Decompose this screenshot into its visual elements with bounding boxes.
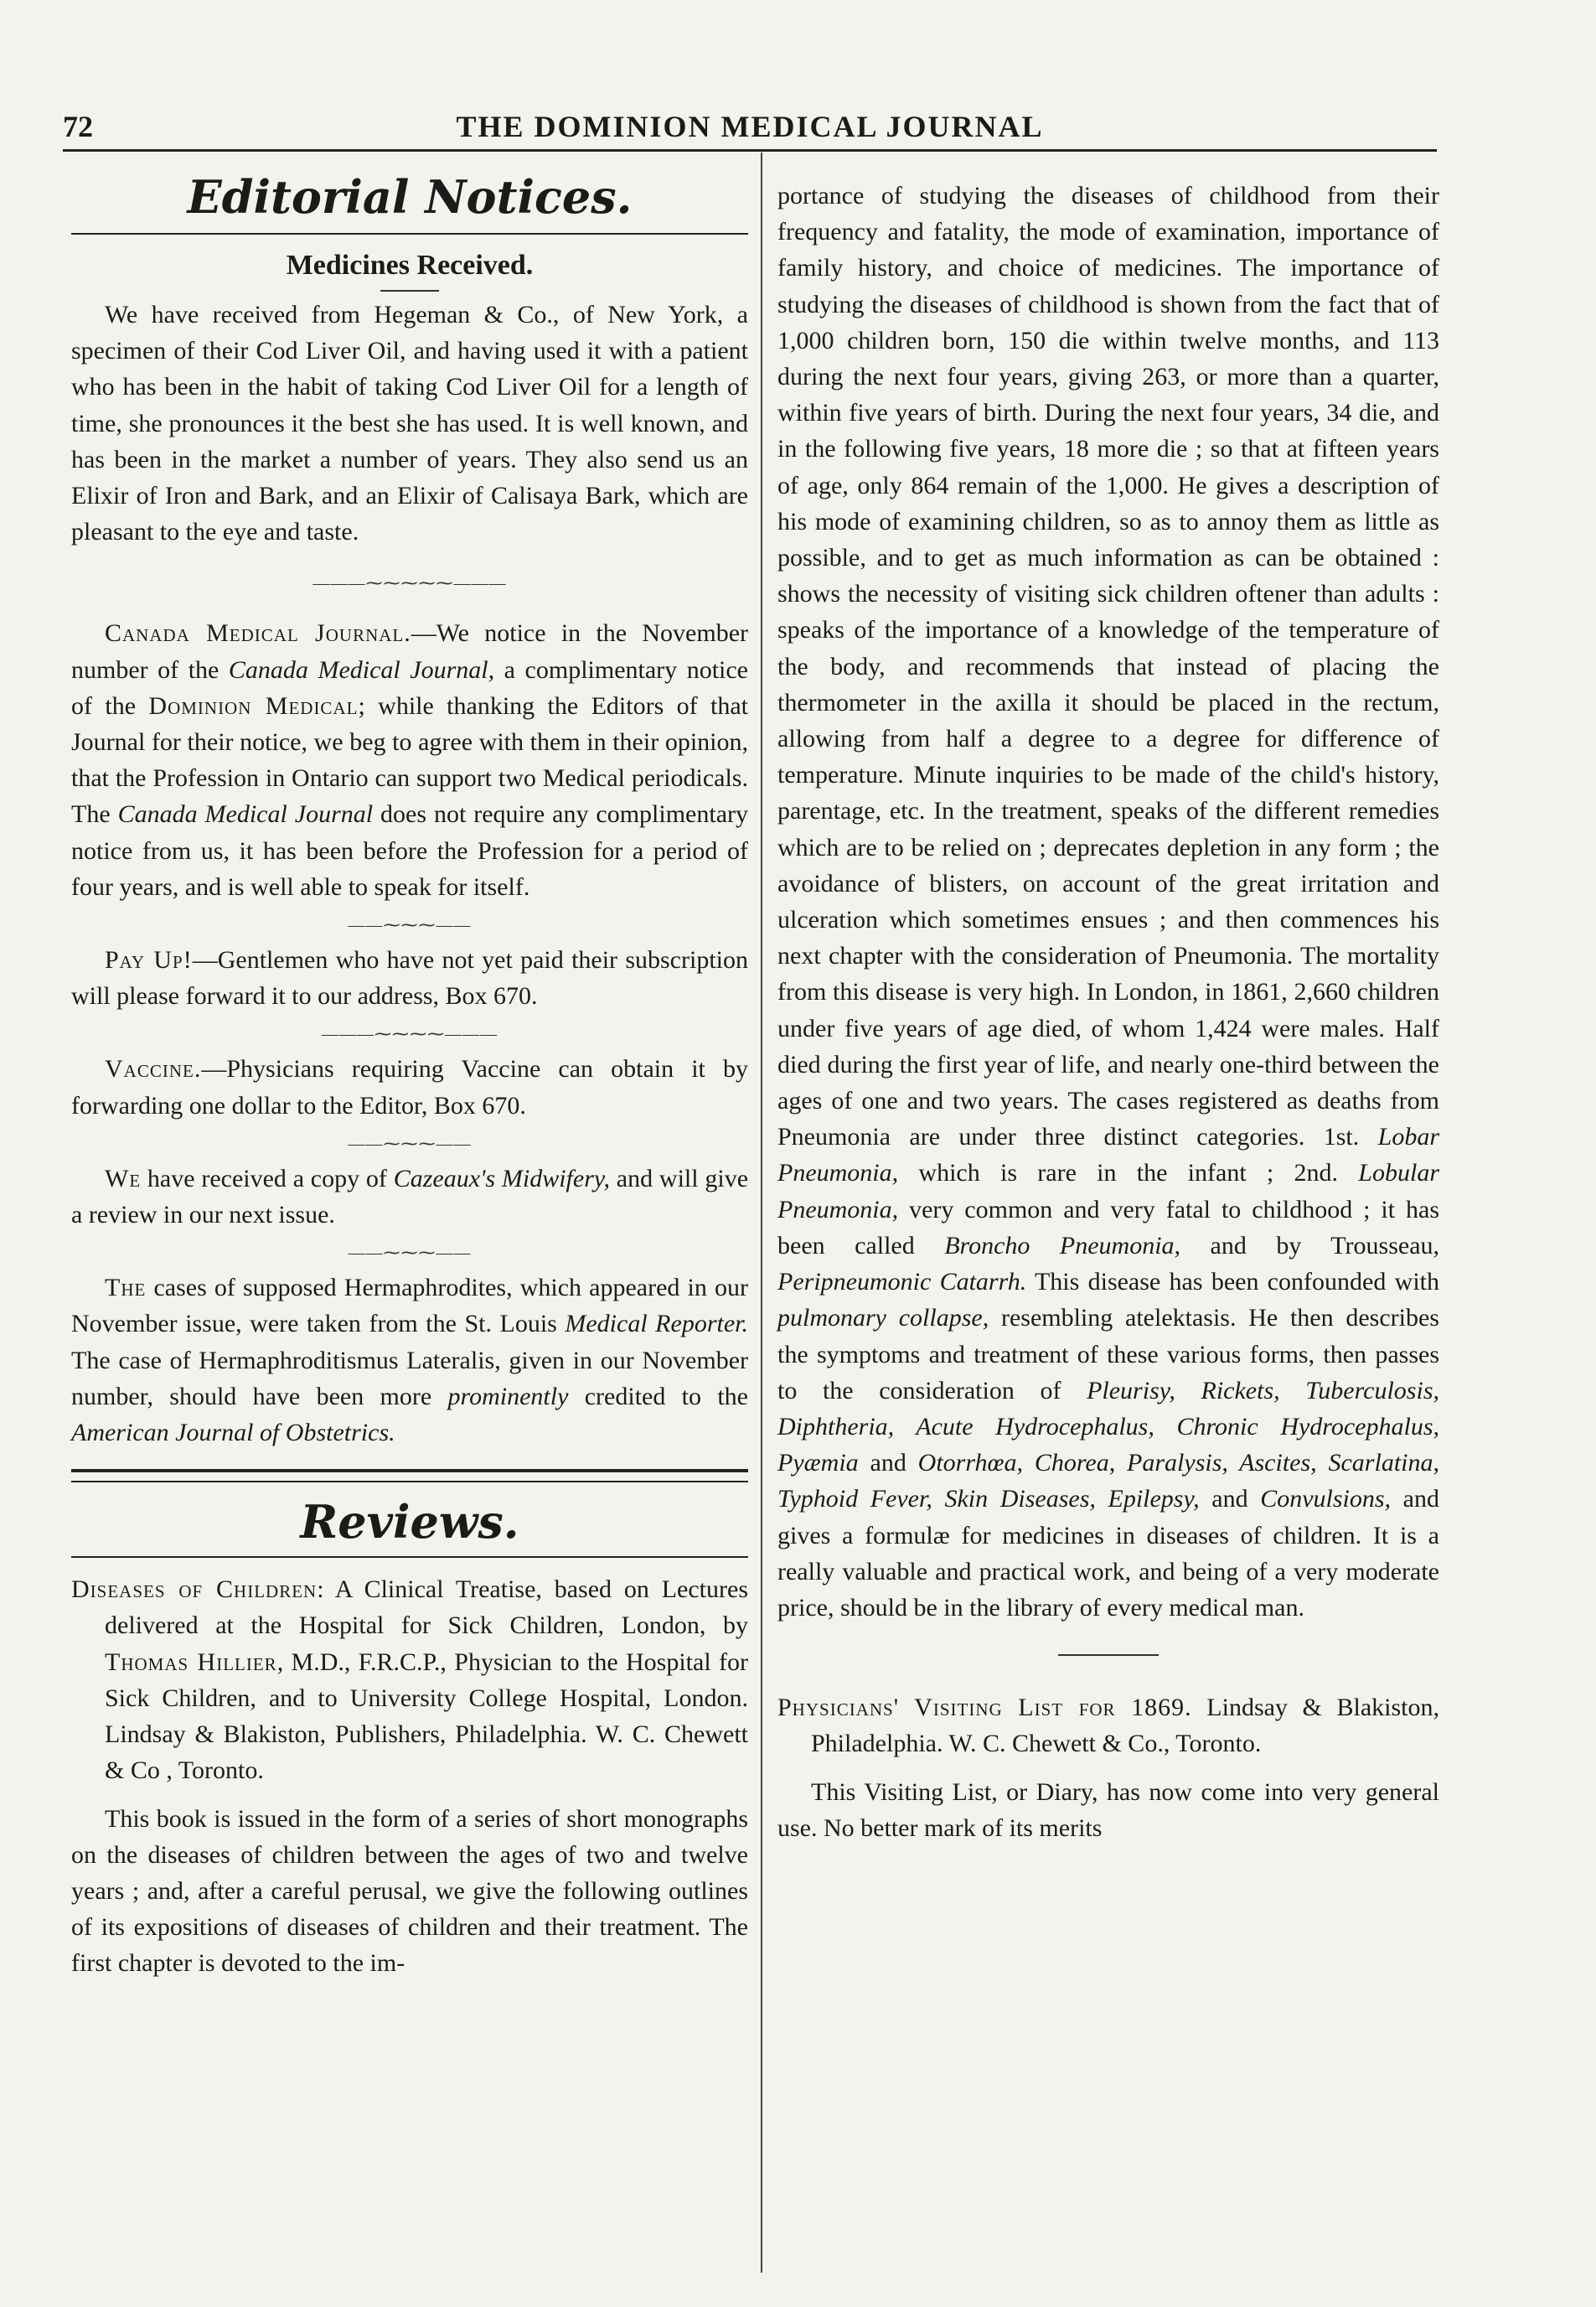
text-run: credited to the	[568, 1382, 748, 1410]
italic-run: Canada Medical Journal,	[228, 655, 495, 684]
text-run: Lindsay & Blakiston, Philadelphia. W. C. Chewett & Co., Toronto.	[811, 1694, 1439, 1758]
text-run: a complimentary notice of the	[71, 655, 748, 720]
text-run: cases of supposed Hermaphrodites, which appeared in our November issue, were taken from the St. Louis	[71, 1274, 748, 1338]
visiting-list-paragraph: This Visiting List, or Diary, has now come into very general use. No better mark of its merits	[777, 1777, 1439, 1842]
text-run: ; while thanking the Editors of that Journal for their notice, we beg to agree with them in their opinion, that the Profession in Ontario can support two Medical periodicals. The	[71, 691, 748, 829]
short-rule	[380, 290, 439, 292]
italic-run: pulmonary collapse,	[777, 1304, 989, 1332]
italic-run: Pleurisy, Rickets, Tuberculosis, Diphtheria, Acute Hydrocephalus, Chronic Hydrocephalus, Pyæmia	[777, 1376, 1439, 1477]
text-run: This disease has been confounded with	[1026, 1268, 1439, 1296]
editorial-notices-title: Editorial Notices.	[187, 170, 633, 224]
review-author: Thomas Hillier	[105, 1647, 277, 1676]
italic-run: Otorrhœa, Chorea, Paralysis, Ascites, Scarlatina, Typhoid Fever, Skin Diseases, Epilepsy,	[777, 1449, 1439, 1513]
text-run: portance of studying the diseases of childhood from their frequency and fatality, the mode of examination, importance of family history, and choice of medicines. The importance of studying the diseases of childhood is shown from the fact that of 1,000 children born, 150 die within twelve months, and 113 during the next four years, giving 263, or more than a quarter, within five years of birth. During the next four years, 34 die, and in the following five years, 18 more die ; so that at fifteen years of age, only 864 remain of the 1,000. He gives a description of his mode of examining children, so as to annoy them as little as possible, and to get as much information as can be obtained : shows the necessity of visiting sick children oftener than adults : speaks of the importance of a knowledge of the temperature of the body, and recommends that instead of placing the thermometer in the axilla it should be placed in the rectum, allowing from half a degree to a degree for difference of temperature. Minute inquiries to be made of the child's history, parentage, etc. In the treatment, speaks of the different remedies which are to be relied on ; deprecates depletion in any form ; the avoidance of blisters, on account of the great irritation and ulceration which sometimes ensues ; and then commences his next chapter with the consideration of Pneumonia. The mortality from this disease is very high. In London, in 1861, 2,660 children under five years of age died, of whom 1,424 were males. Half died during the first year of life, and nearly one-third between the ages of one and two years. The cases registered as deaths from Pneumonia are under three distinct categories. 1st.	[777, 182, 1439, 1151]
review-citation	[71, 1571, 748, 1788]
review-paragraph: This book is issued in the form of a series of short monographs on the diseases of children between the ages of two and twelve years ; and, after a careful perusal, we give the following outlines of its expositions of diseases of children and their treatment. The first chapter is devoted to the im-	[71, 1804, 748, 1978]
text-run: and gives a formulæ for medicines in diseases of children. It is a really valuable and practical work, and being of a very moderate price, should be in the library of every medical man.	[777, 1485, 1439, 1622]
italic-run: Broncho Pneumonia,	[944, 1231, 1181, 1260]
italic-run: Convulsions,	[1260, 1485, 1392, 1513]
text-run: —We notice in the November number of the	[71, 619, 748, 684]
text-run: and by Trousseau,	[1180, 1231, 1440, 1260]
right-column	[777, 178, 1439, 1846]
left-column	[71, 168, 748, 1982]
short-rule	[1058, 1654, 1159, 1656]
ornament-divider: ——⁓⁓⁓——	[348, 1134, 472, 1153]
medicines-received-heading: Medicines Received.	[286, 250, 534, 281]
italic-run: Medical Reporter.	[565, 1310, 749, 1338]
text-run: have received a copy of	[141, 1164, 394, 1192]
text-run: and will give a review in our next issue.	[71, 1164, 749, 1229]
italic-run: Peripneumonic Catarrh.	[777, 1268, 1027, 1296]
paragraph-hermaphrodites	[71, 1270, 748, 1451]
text-run: : A Clinical Treatise, based on Lectures delivered at the Hospital for Sick Children, London, by	[105, 1575, 748, 1640]
paragraph-cazeaux	[71, 1161, 748, 1233]
italic-run: Cazeaux's Midwifery,	[393, 1164, 611, 1192]
paragraph-vaccine	[71, 1051, 748, 1123]
text-run: does not require any complimentary notice from us, it has been before the Profession for a period of four years, and is well able to speak for itself.	[71, 800, 749, 901]
italic-run: prominently	[447, 1382, 569, 1410]
smallcaps-run: Dominion Medical	[148, 691, 359, 720]
italic-run: Canada Medical Journal	[117, 800, 374, 829]
column-divider	[761, 153, 762, 2273]
reviews-title: Reviews.	[300, 1495, 519, 1549]
text-run: which is rare in the infant ; 2nd.	[898, 1159, 1359, 1187]
section-double-rule	[71, 1469, 748, 1482]
lead-vaccine: Vaccine.	[105, 1055, 202, 1084]
journal-title: THE DOMINION MEDICAL JOURNAL	[456, 110, 1044, 143]
text-run: —Physicians requiring Vaccine can obtain it by forwarding one dollar to the Editor, Box 670.	[71, 1055, 748, 1120]
review-book-title: Diseases of Children	[71, 1575, 318, 1604]
running-head	[63, 109, 1437, 151]
header-rule	[63, 149, 1437, 152]
paragraph-pay-up	[71, 942, 748, 1014]
ornament-divider: ———⁓⁓⁓⁓⁓———	[312, 574, 507, 593]
text-run: , M.D., F.R.C.P., Physician to the Hospital for Sick Children, and to University College Hospital, London. Lindsay & Blakiston, Publishers, Philadelphia. W. C. Chewett & Co , Toronto.	[105, 1647, 748, 1785]
lead-we: We	[105, 1164, 142, 1192]
review-continuation	[777, 178, 1439, 1626]
italic-run: Lobular Pneumonia,	[777, 1159, 1439, 1223]
lead-canada-medical: Canada Medical Journal.	[105, 619, 411, 648]
ornament-divider: ———⁓⁓⁓⁓———	[322, 1025, 498, 1044]
page-number: 72	[63, 110, 93, 143]
text-run: The case of Hermaphroditismus Lateralis, given in our November number, should have been more	[71, 1346, 748, 1410]
italic-run: American Journal of Obstetrics.	[71, 1419, 395, 1447]
text-run: resembling atelektasis. He then describes the symptoms and treatment of these various forms, then passes to the consideration of	[777, 1304, 1439, 1404]
text-run: —Gentlemen who have not yet paid their subscription will please forward it to our address, Box 670.	[71, 946, 748, 1011]
italic-run: Lobar Pneumonia,	[777, 1123, 1439, 1187]
visiting-list-citation	[777, 1689, 1439, 1761]
text-run: very common and very fatal to childhood ; it has been called	[777, 1195, 1439, 1260]
paragraph-medicines: We have received from Hegeman & Co., of New York, a specimen of their Cod Liver Oil, and having used it with a patient who has been in the habit of taking Cod Liver Oil for a length of time, she pronounces it the best she has used. It is well known, and has been in the market a number of years. They also send us an Elixir of Iron and Bark, and an Elixir of Calisaya Bark, which are pleasant to the eye and taste.	[71, 301, 748, 546]
lead-pay-up: Pay Up!	[105, 946, 193, 975]
text-run: and	[858, 1449, 918, 1477]
ornament-divider: ——⁓⁓⁓——	[348, 916, 472, 935]
paragraph-canada-medical	[71, 615, 748, 905]
ornament-divider: ——⁓⁓⁓——	[348, 1244, 472, 1263]
lead-the: The	[105, 1274, 147, 1302]
text-run: and	[1199, 1485, 1261, 1513]
visiting-list-title: Physicians' Visiting List for 1869.	[777, 1694, 1192, 1722]
